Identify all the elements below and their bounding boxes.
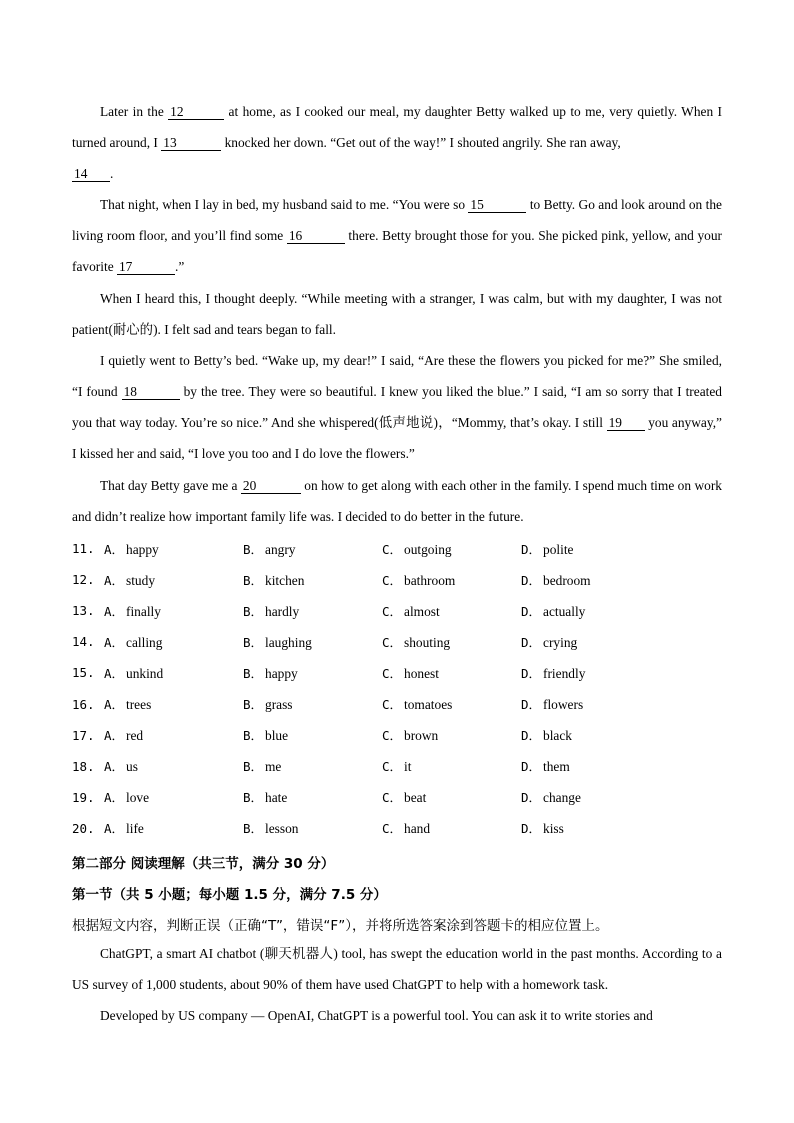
cloze-paragraph-2: That night, when I lay in bed, my husband said to me. “You were so 15 to Betty. Go and look around on the living room floor, and you’ll find some 16 there. Betty brought those for you. She picked pink, yellow, and your favorite 17 .” (72, 197, 722, 274)
option-letter: C． (382, 821, 403, 837)
question-row-11 (72, 533, 732, 564)
option-letter: D． (521, 665, 542, 681)
option-text: outgoing (404, 541, 452, 557)
option-c[interactable] (382, 571, 521, 589)
option-text: brown (404, 728, 439, 744)
option-letter: A． (104, 790, 125, 806)
option-d[interactable] (521, 633, 660, 651)
blank-19[interactable]: 19 (607, 415, 645, 431)
blank-18[interactable]: 18 (122, 384, 180, 400)
option-text: actually (543, 603, 586, 619)
option-a[interactable] (104, 633, 243, 651)
part2-heading: 第二部分 阅读理解（共三节，满分 30 分） (72, 856, 335, 872)
option-a[interactable] (104, 664, 243, 682)
section1-instruction: 根据短文内容，判断正误（正确“T”，错误“F”），并将所选答案涂到答题卡的相应位置上。 (72, 918, 609, 934)
option-d[interactable] (521, 602, 660, 620)
option-letter: C． (382, 790, 403, 806)
option-text: tomatoes (404, 697, 453, 713)
option-text: shouting (404, 634, 451, 650)
option-text: unkind (126, 665, 164, 681)
option-c[interactable] (382, 757, 521, 775)
option-letter: A． (104, 634, 125, 650)
option-letter: B． (243, 665, 264, 681)
option-a[interactable] (104, 540, 243, 558)
option-text: hardly (265, 603, 300, 619)
option-letter: B． (243, 572, 264, 588)
option-text: friendly (543, 665, 586, 681)
option-letter: A． (104, 603, 125, 619)
option-d[interactable] (521, 819, 660, 837)
option-text: honest (404, 665, 439, 681)
option-text: trees (126, 697, 152, 713)
question-number: 11. (72, 541, 95, 557)
option-letter: D． (521, 759, 542, 775)
option-letter: A． (104, 728, 125, 744)
option-d[interactable] (521, 664, 660, 682)
question-number: 18. (72, 758, 95, 774)
option-b[interactable] (243, 664, 382, 682)
option-letter: B． (243, 759, 264, 775)
question-row-13 (72, 595, 732, 626)
option-text: red (126, 728, 144, 744)
question-row-12 (72, 564, 732, 595)
option-text: happy (126, 541, 159, 557)
option-c[interactable] (382, 726, 521, 744)
option-text: them (543, 759, 570, 775)
blank-17[interactable]: 17 (117, 259, 175, 275)
option-c[interactable] (382, 540, 521, 558)
option-c[interactable] (382, 819, 521, 837)
option-text: grass (265, 697, 293, 713)
cloze-paragraph-5: That day Betty gave me a 20 on how to get along with each other in the family. I spend much time on work and didn’t realize how important family life was. I decided to do better in the future. (72, 478, 722, 524)
option-letter: C． (382, 572, 403, 588)
option-text: hand (404, 821, 431, 837)
option-letter: C． (382, 728, 403, 744)
reading-paragraph-1: ChatGPT, a smart AI chatbot (聊天机器人) tool, has swept the education world in the past months. According to a US survey of 1,000 students, about 90% of them have used ChatGPT to help with a homework task. (72, 946, 722, 992)
option-letter: C． (382, 665, 403, 681)
option-text: happy (265, 665, 298, 681)
question-row-14 (72, 626, 732, 657)
option-text: love (126, 790, 150, 806)
question-number: 19. (72, 789, 95, 805)
option-text: laughing (265, 634, 312, 650)
option-c[interactable] (382, 664, 521, 682)
option-letter: B． (243, 821, 264, 837)
option-text: hate (265, 790, 288, 806)
option-letter: C． (382, 697, 403, 713)
option-d[interactable] (521, 726, 660, 744)
option-text: calling (126, 634, 163, 650)
blank-15[interactable]: 15 (468, 197, 526, 213)
option-letter: D． (521, 728, 542, 744)
option-b[interactable] (243, 633, 382, 651)
option-text: study (126, 572, 156, 588)
question-number: 16. (72, 696, 95, 712)
option-text: flowers (543, 697, 584, 713)
option-text: crying (543, 634, 578, 650)
question-number: 13. (72, 603, 95, 619)
option-letter: C． (382, 603, 403, 619)
question-row-20 (72, 813, 732, 844)
option-b[interactable] (243, 540, 382, 558)
option-d[interactable] (521, 757, 660, 775)
cloze-paragraph-1: Later in the 12 at home, as I cooked our meal, my daughter Betty walked up to me, very quietly. When I turned around, I 13 knocked her down. “Get out of the way!” I shouted angrily. She ran away, 14 . (72, 104, 722, 181)
option-c[interactable] (382, 695, 521, 713)
option-text: life (126, 821, 144, 837)
option-letter: B． (243, 728, 264, 744)
option-letter: D． (521, 572, 542, 588)
option-b[interactable] (243, 695, 382, 713)
reading-paragraph-2: Developed by US company — OpenAI, ChatGPT is a powerful tool. You can ask it to write stories and (100, 1008, 653, 1023)
option-letter: D． (521, 634, 542, 650)
question-number: 15. (72, 665, 95, 681)
option-letter: B． (243, 790, 264, 806)
blank-20[interactable]: 20 (241, 478, 301, 494)
option-text: finally (126, 603, 161, 619)
option-letter: D． (521, 821, 542, 837)
option-letter: D． (521, 603, 542, 619)
option-a[interactable] (104, 602, 243, 620)
option-letter: D． (521, 697, 542, 713)
question-row-17 (72, 720, 732, 751)
option-letter: A． (104, 697, 125, 713)
blank-16[interactable]: 16 (287, 228, 345, 244)
option-letter: C． (382, 634, 403, 650)
option-text: us (126, 759, 138, 775)
question-row-18 (72, 751, 732, 782)
section1-heading: 第一节（共 5 小题；每小题 1.5 分，满分 7.5 分） (72, 887, 387, 903)
option-text: angry (265, 541, 296, 557)
option-letter: B． (243, 541, 264, 557)
question-row-15 (72, 657, 732, 688)
option-text: kiss (543, 821, 564, 837)
option-c[interactable] (382, 788, 521, 806)
option-letter: A． (104, 821, 125, 837)
option-text: kitchen (265, 572, 305, 588)
option-text: blue (265, 728, 289, 744)
question-row-16 (72, 688, 732, 719)
question-number: 20. (72, 820, 95, 836)
option-d[interactable] (521, 540, 660, 558)
option-d[interactable] (521, 571, 660, 589)
option-a[interactable] (104, 788, 243, 806)
option-letter: C． (382, 541, 403, 557)
option-letter: B． (243, 697, 264, 713)
question-number: 14. (72, 634, 95, 650)
option-b[interactable] (243, 726, 382, 744)
option-text: bedroom (543, 572, 591, 588)
option-text: lesson (265, 821, 299, 837)
option-letter: D． (521, 541, 542, 557)
cloze-paragraph-3: When I heard this, I thought deeply. “While meeting with a stranger, I was calm, but with my daughter, I was not patient(耐心的). I felt sad and tears began to fall. (72, 291, 722, 337)
option-b[interactable] (243, 788, 382, 806)
option-letter: A． (104, 665, 125, 681)
option-c[interactable] (382, 633, 521, 651)
blank-13[interactable]: 13 (161, 135, 221, 151)
option-text: black (543, 728, 572, 744)
option-text: beat (404, 790, 427, 806)
option-text: bathroom (404, 572, 456, 588)
option-a[interactable] (104, 819, 243, 837)
option-a[interactable] (104, 757, 243, 775)
option-d[interactable] (521, 788, 660, 806)
answer-options (72, 533, 732, 844)
option-letter: D． (521, 790, 542, 806)
option-text: almost (404, 603, 440, 619)
option-a[interactable] (104, 726, 243, 744)
option-text: it (404, 759, 412, 775)
blank-12[interactable]: 12 (168, 104, 224, 120)
cloze-paragraph-4: I quietly went to Betty’s bed. “Wake up, my dear!” I said, “Are these the flowers you picked for me?” She smiled, “I found 18 by the tree. They were so beautiful. I knew you liked the blue.” I said, “I am so sorry that I treated you that way today. You’re so nice.” And she whispered(低声地说)，“Mommy, that’s okay. I still 19 you anyway,” I kissed her and said, “I love you too and I do love the flowers.” (72, 353, 722, 461)
question-number: 17. (72, 727, 95, 743)
option-letter: B． (243, 603, 264, 619)
question-number: 12. (72, 572, 95, 588)
option-letter: C． (382, 759, 403, 775)
option-b[interactable] (243, 757, 382, 775)
option-text: polite (543, 541, 574, 557)
option-d[interactable] (521, 695, 660, 713)
option-b[interactable] (243, 819, 382, 837)
question-row-19 (72, 782, 732, 813)
option-letter: B． (243, 634, 264, 650)
option-a[interactable] (104, 695, 243, 713)
option-a[interactable] (104, 571, 243, 589)
option-text: change (543, 790, 581, 806)
option-letter: A． (104, 572, 125, 588)
option-letter: A． (104, 541, 125, 557)
option-letter: A． (104, 759, 125, 775)
blank-14[interactable]: 14 (72, 166, 110, 182)
option-b[interactable] (243, 571, 382, 589)
option-text: me (265, 759, 282, 775)
option-c[interactable] (382, 602, 521, 620)
option-b[interactable] (243, 602, 382, 620)
